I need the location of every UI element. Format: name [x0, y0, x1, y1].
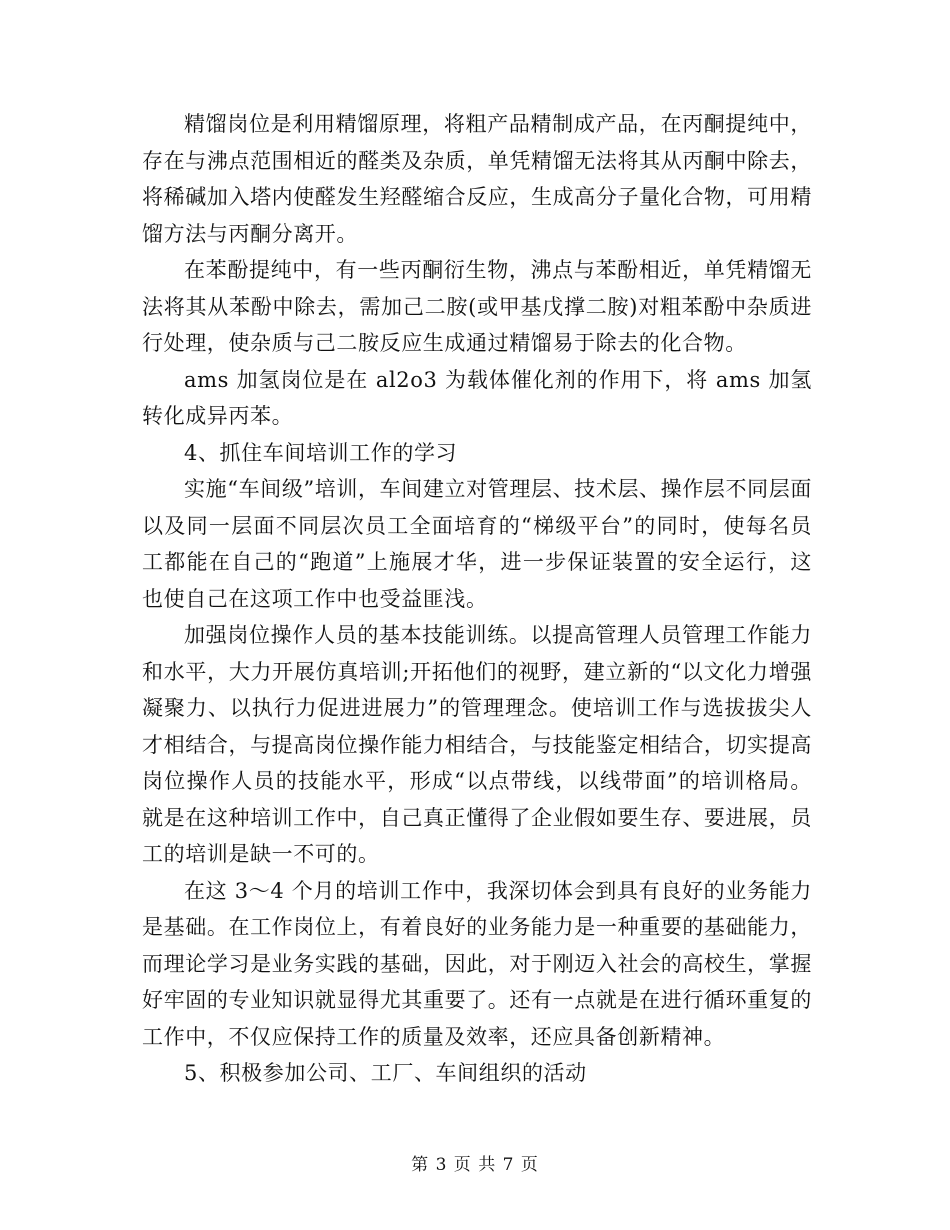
section-heading-4: 4、抓住车间培训工作的学习 [184, 440, 458, 465]
paragraph-phenol-purification: 在苯酚提纯中，有一些丙酮衍生物，沸点与苯酚相近，单凭精馏无法将其从苯酚中除去，需加己二胺(或甲基戊撑二胺)对粗苯酚中杂质进行处理，使杂质与己二胺反应生成通过精馏易于除去的化合物。 [142, 258, 812, 355]
paragraph-training-reflection: 在这 3～4 个月的培训工作中，我深切体会到具有良好的业务能力是基础。在工作岗位上，有着良好的业务能力是一种重要的基础能力，而理论学习是业务实践的基础，因此，对于刚迈入社会的高校生，掌握好牢固的专业知识就显得尤其重要了。还有一点就是在进行循环重复的工作中，不仅应保持工作的质量及效率，还应具备创新精神。 [142, 878, 812, 1049]
paragraph-workshop-training: 实施“车间级”培训，车间建立对管理层、技术层、操作层不同层面以及同一层面不同层次员工全面培育的“梯级平台”的同时，使每名员工都能在自己的“跑道”上施展才华，进一步保证装置的安全运行，这也使自己在这项工作中也受益匪浅。 [142, 477, 812, 611]
page-footer [0, 1150, 950, 1175]
paragraph-skill-training: 加强岗位操作人员的基本技能训练。以提高管理人员管理工作能力和水平，大力开展仿真培训;开拓他们的视野，建立新的“以文化力增强凝聚力、以执行力促进进展力”的管理理念。使培训工作与选拔拔尖人才相结合，与提高岗位操作能力相结合，与技能鉴定相结合，切实提高岗位操作人员的技能水平，形成“以点带线，以线带面”的培训格局。就是在这种培训工作中，自己真正懂得了企业假如要生存、要进展，员工的培训是缺一不可的。 [142, 623, 812, 866]
section-heading-5: 5、积极参加公司、工厂、车间组织的活动 [184, 1061, 587, 1085]
paragraph-distillation: 精馏岗位是利用精馏原理，将粗产品精制成产品，在丙酮提纯中，存在与沸点范围相近的醛类及杂质，单凭精馏无法将其从丙酮中除去，将稀碱加入塔内使醛发生羟醛缩合反应，生成高分子量化合物，可用精馏方法与丙酮分离开。 [142, 112, 812, 246]
page-number: 第 3 页 共 7 页 [411, 1155, 539, 1175]
document-body [142, 106, 812, 1092]
paragraph-ams-hydrogenation: ams 加氢岗位是在 al2o3 为载体催化剂的作用下，将 ams 加氢转化成异丙苯。 [142, 367, 812, 428]
